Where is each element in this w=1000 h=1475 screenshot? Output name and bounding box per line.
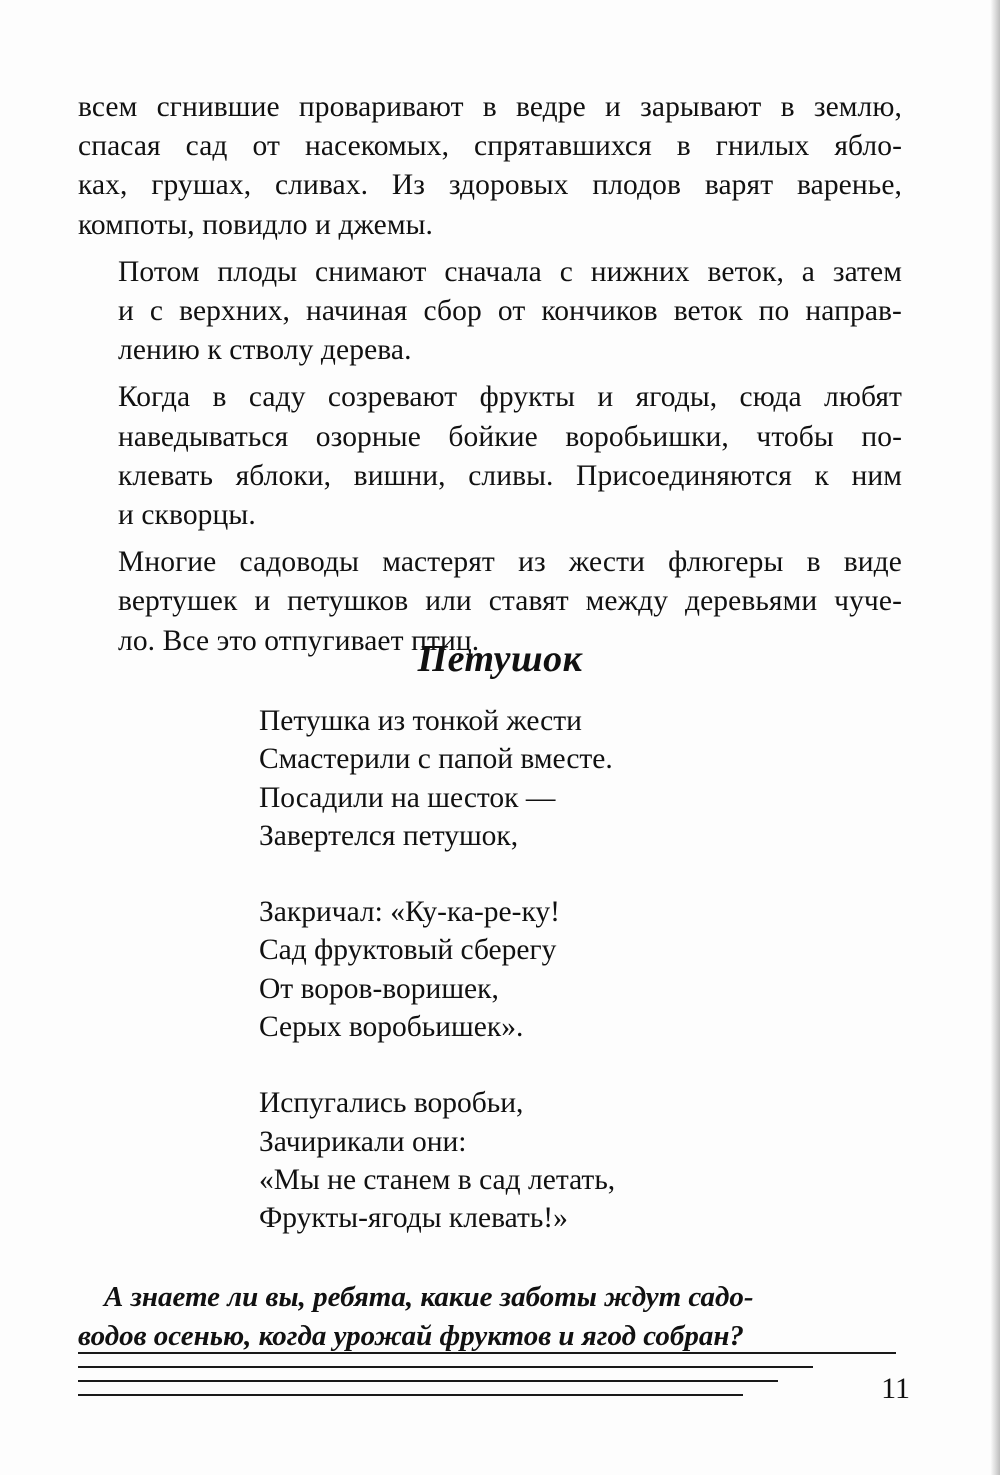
poem-line: Зачирикали они:: [259, 1125, 467, 1158]
text-line: и с верхних, начиная сбор от кончиков веток по направ-: [118, 295, 902, 328]
poem-line: Сад фруктовый сберегу: [259, 934, 557, 967]
poem-line: «Мы не станем в сад летать,: [259, 1163, 616, 1196]
text-line: всем сгнившие проваривают в ведре и зарывают в землю,: [78, 91, 902, 123]
answer-writing-lines: [78, 1352, 898, 1402]
text-line: наведываться озорные бойкие воробьишки, чтобы по-: [118, 420, 902, 453]
writing-line: [78, 1352, 896, 1354]
poem-stanza-1: [259, 702, 819, 855]
text-line: лению к стволу дерева.: [118, 334, 412, 367]
text-line: вертушек и петушков или ставят между деревьями чуче-: [118, 585, 902, 618]
text-line: и скворцы.: [118, 499, 256, 532]
body-text: [78, 88, 902, 661]
text-line: клевать яблоки, вишни, сливы. Присоединяются к ним: [118, 459, 902, 492]
paragraph-3: [78, 378, 902, 535]
discussion-question: [78, 1278, 902, 1356]
poem: [259, 702, 819, 1276]
writing-line: [78, 1394, 743, 1396]
poem-line: Посадили на шесток —: [259, 781, 556, 814]
poem-line: Серых воробьишек».: [259, 1011, 524, 1044]
question-line: А знаете ли вы, ребята, какие заботы ждут садо-: [104, 1281, 754, 1313]
paragraph-2: [78, 253, 902, 371]
writing-line: [78, 1380, 778, 1382]
page-edge-shadow: [990, 0, 1000, 1475]
poem-stanza-2: [259, 893, 819, 1046]
poem-line: Закричал: «Ку-ка-ре-ку!: [259, 896, 560, 929]
poem-line: Завертелся петушок,: [259, 819, 519, 852]
poem-line: Испугались воробьи,: [259, 1087, 524, 1120]
writing-line: [78, 1366, 813, 1368]
poem-line: Фрукты-ягоды клевать!»: [259, 1202, 568, 1235]
text-line: ло. Все это отпугивает птиц.: [118, 624, 480, 657]
poem-line: От воров-воришек,: [259, 972, 499, 1005]
question-line: водов осенью, когда урожай фруктов и ягод собран?: [78, 1320, 744, 1352]
text-line: ках, грушах, сливах. Из здоровых плодов варят варенье,: [78, 169, 902, 202]
poem-line: Петушка из тонкой жести: [259, 705, 582, 737]
text-line: Потом плоды снимают сначала с нижних веток, а затем: [118, 255, 902, 288]
poem-stanza-3: [259, 1084, 819, 1237]
poem-title: Петушок: [417, 638, 583, 680]
text-line: Многие садоводы мастерят из жести флюгеры в виде: [118, 546, 902, 579]
text-line: спасая сад от насекомых, спрятавшихся в гнилых ябло-: [78, 130, 902, 163]
paragraph-1: [78, 88, 902, 245]
text-line: Когда в саду созревают фрукты и ягоды, сюда любят: [118, 381, 902, 414]
page-number: 11: [881, 1372, 910, 1405]
text-line: компоты, повидло и джемы.: [78, 208, 434, 241]
poem-line: Смастерили с папой вместе.: [259, 743, 613, 776]
